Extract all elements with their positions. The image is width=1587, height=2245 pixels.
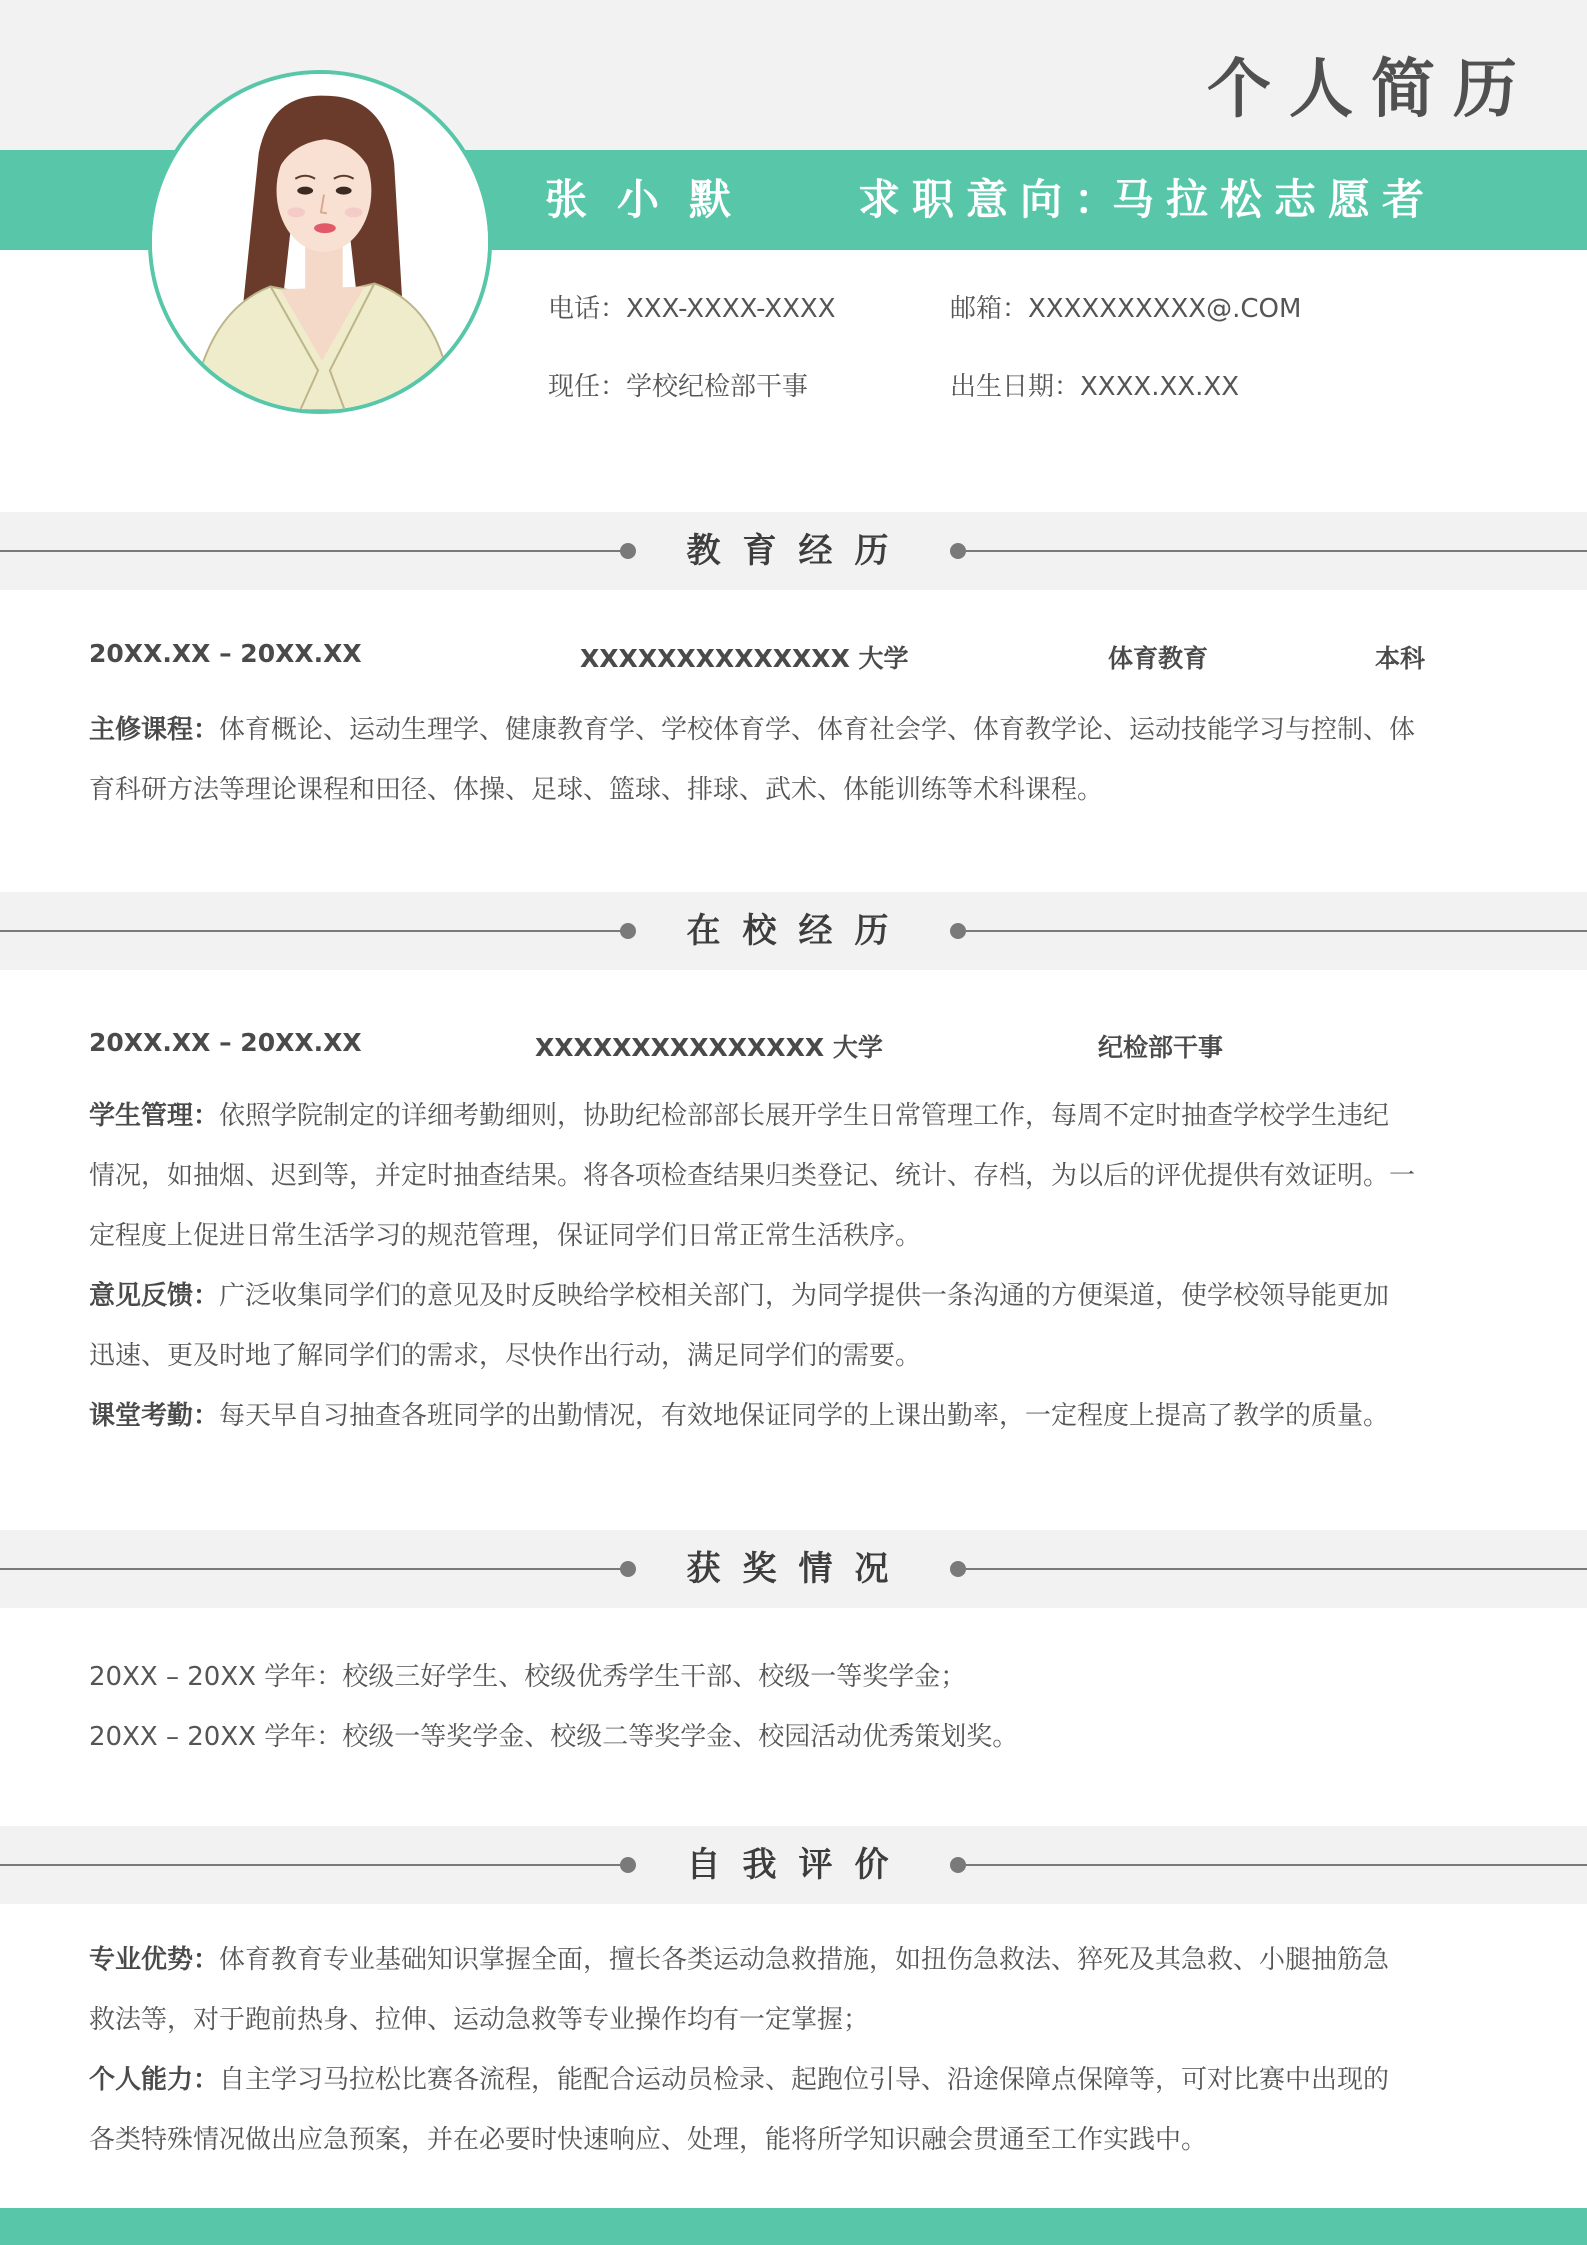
page-title: 个人简历 <box>1207 53 1535 127</box>
footer-band <box>0 2208 1587 2245</box>
section-title-self-eval: 自我评价 <box>686 1845 911 1885</box>
divider-line-right <box>958 1568 1587 1570</box>
email-info: 邮箱：XXXXXXXXXX@.COM <box>950 294 1302 324</box>
section-header-education <box>0 512 1587 590</box>
education-degree: 本科 <box>1375 644 1426 673</box>
campus-details <box>89 1086 1509 1446</box>
self-eval-details <box>89 1930 1509 2170</box>
job-intent-label: 求职意向： <box>858 175 1129 224</box>
section-title-awards: 获奖情况 <box>686 1549 911 1589</box>
education-date: 20XX.XX – 20XX.XX <box>89 639 362 668</box>
candidate-name: 张小默 <box>545 175 762 224</box>
section-title-campus: 在校经历 <box>686 911 911 951</box>
section-header-campus <box>0 892 1587 970</box>
courses-label: 主修课程： <box>89 715 220 745</box>
courses-line: 育科研方法等理论课程和田径、体操、足球、篮球、排球、武术、体能训练等术科课程。 <box>89 775 1104 805</box>
section-header-self-eval <box>0 1826 1587 1904</box>
section-header-awards <box>0 1530 1587 1608</box>
detail-label: 意见反馈： <box>89 1281 220 1311</box>
divider-line-right <box>958 930 1587 932</box>
detail-line: 迅速、更及时地了解同学们的需求，尽快作出行动，满足同学们的需要。 <box>89 1341 922 1371</box>
detail-line: 广泛收集同学们的意见及时反映给学校相关部门，为同学提供一条沟通的方便渠道，使学校领导能更加 <box>219 1281 1390 1311</box>
campus-school: XXXXXXXXXXXXXXX 大学 <box>535 1033 883 1062</box>
award-item: 20XX – 20XX 学年：校级一等奖学金、校级二等奖学金、校园活动优秀策划奖。 <box>89 1722 1019 1752</box>
detail-label: 专业优势： <box>89 1945 220 1975</box>
detail-line: 每天早自习抽查各班同学的出勤情况，有效地保证同学的上课出勤率，一定程度上提高了教学的质量。 <box>219 1401 1390 1431</box>
portrait-icon <box>152 74 488 410</box>
divider-line-right <box>958 550 1587 552</box>
phone-info: 电话：XXX-XXXX-XXXX <box>548 294 836 324</box>
detail-label: 个人能力： <box>89 2065 220 2095</box>
detail-label: 课堂考勤： <box>89 1401 220 1431</box>
detail-label: 学生管理： <box>89 1101 220 1131</box>
birth-date-info: 出生日期：XXXX.XX.XX <box>950 372 1240 402</box>
education-school: XXXXXXXXXXXXXX 大学 <box>580 644 909 673</box>
award-item: 20XX – 20XX 学年：校级三好学生、校级优秀学生干部、校级一等奖学金； <box>89 1662 967 1692</box>
current-position-info: 现任：学校纪检部干事 <box>548 372 809 402</box>
detail-line: 依照学院制定的详细考勤细则，协助纪检部部长展开学生日常管理工作，每周不定时抽查学校学生违纪 <box>219 1101 1390 1131</box>
campus-role: 纪检部干事 <box>1098 1033 1224 1062</box>
education-courses <box>89 700 1509 820</box>
campus-date: 20XX.XX – 20XX.XX <box>89 1028 362 1057</box>
section-title-education: 教育经历 <box>686 531 911 571</box>
detail-line: 定程度上促进日常生活学习的规范管理，保证同学们日常正常生活秩序。 <box>89 1221 922 1251</box>
detail-line: 体育教育专业基础知识掌握全面，擅长各类运动急救措施，如扭伤急救法、猝死及其急救、小腿抽筋急 <box>219 1945 1390 1975</box>
divider-line-right <box>958 1864 1587 1866</box>
education-major: 体育教育 <box>1108 644 1209 673</box>
profile-photo <box>148 70 492 414</box>
detail-line: 情况，如抽烟、迟到等，并定时抽查结果。将各项检查结果归类登记、统计、存档，为以后的评优提供有效证明。一 <box>89 1161 1416 1191</box>
job-intent-value: 马拉松志愿者 <box>1112 175 1437 224</box>
detail-line: 救法等，对于跑前热身、拉伸、运动急救等专业操作均有一定掌握； <box>89 2005 870 2035</box>
courses-line: 体育概论、运动生理学、健康教育学、学校体育学、体育社会学、体育教学论、运动技能学习与控制、体 <box>219 715 1416 745</box>
detail-line: 各类特殊情况做出应急预案，并在必要时快速响应、处理，能将所学知识融会贯通至工作实践中。 <box>89 2125 1208 2155</box>
detail-line: 自主学习马拉松比赛各流程，能配合运动员检录、起跑位引导、沿途保障点保障等，可对比赛中出现的 <box>219 2065 1390 2095</box>
